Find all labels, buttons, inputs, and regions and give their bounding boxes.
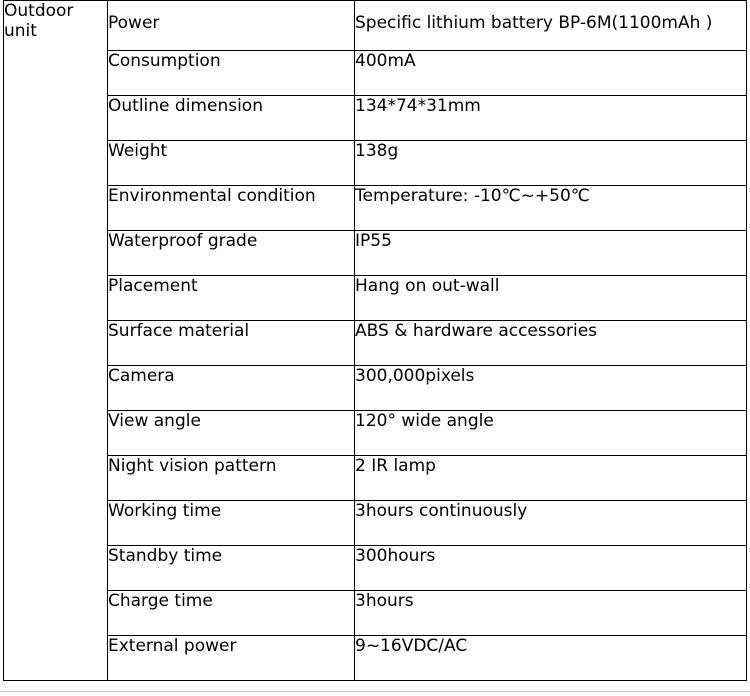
table-row: [4, 366, 747, 411]
table-row: [4, 411, 747, 456]
bottom-divider: [0, 691, 750, 692]
spec-value: Specific lithium battery BP-6M(1100mAh ): [355, 1, 747, 51]
table-row: [4, 96, 747, 141]
spec-label: Placement: [108, 276, 355, 321]
spec-label: External power: [108, 636, 355, 681]
spec-value: ABS & hardware accessories: [355, 321, 747, 366]
spec-label: Waterproof grade: [108, 231, 355, 276]
table-row: [4, 141, 747, 186]
spec-label: Surface material: [108, 321, 355, 366]
table-row: [4, 1, 747, 51]
spec-label: Working time: [108, 501, 355, 546]
spec-value: IP55: [355, 231, 747, 276]
spec-value: 138g: [355, 141, 747, 186]
spec-value: 3hours continuously: [355, 501, 747, 546]
spec-label: Charge time: [108, 591, 355, 636]
table-row: [4, 591, 747, 636]
table-row: [4, 636, 747, 681]
spec-label: Power: [108, 1, 355, 51]
spec-value: Temperature: -10℃~+50℃: [355, 186, 747, 231]
table-row: [4, 456, 747, 501]
spec-label: Consumption: [108, 51, 355, 96]
spec-label: Standby time: [108, 546, 355, 591]
spec-label: Camera: [108, 366, 355, 411]
spec-value: 400mA: [355, 51, 747, 96]
spec-value: 300,000pixels: [355, 366, 747, 411]
table-row: [4, 186, 747, 231]
spec-label: Outline dimension: [108, 96, 355, 141]
spec-table: [3, 0, 747, 681]
spec-label: Weight: [108, 141, 355, 186]
spec-value: 9~16VDC/AC: [355, 636, 747, 681]
spec-value: 134*74*31mm: [355, 96, 747, 141]
spec-value: 120° wide angle: [355, 411, 747, 456]
spec-value: 300hours: [355, 546, 747, 591]
spec-label: Night vision pattern: [108, 456, 355, 501]
table-row: [4, 321, 747, 366]
spec-value: 2 IR lamp: [355, 456, 747, 501]
group-label-cell: Outdoor unit: [4, 1, 108, 681]
spec-label: Environmental condition: [108, 186, 355, 231]
table-row: [4, 276, 747, 321]
spec-label: View angle: [108, 411, 355, 456]
table-row: [4, 231, 747, 276]
spec-value: 3hours: [355, 591, 747, 636]
table-row: [4, 51, 747, 96]
table-row: [4, 546, 747, 591]
table-row: [4, 501, 747, 546]
spec-value: Hang on out-wall: [355, 276, 747, 321]
